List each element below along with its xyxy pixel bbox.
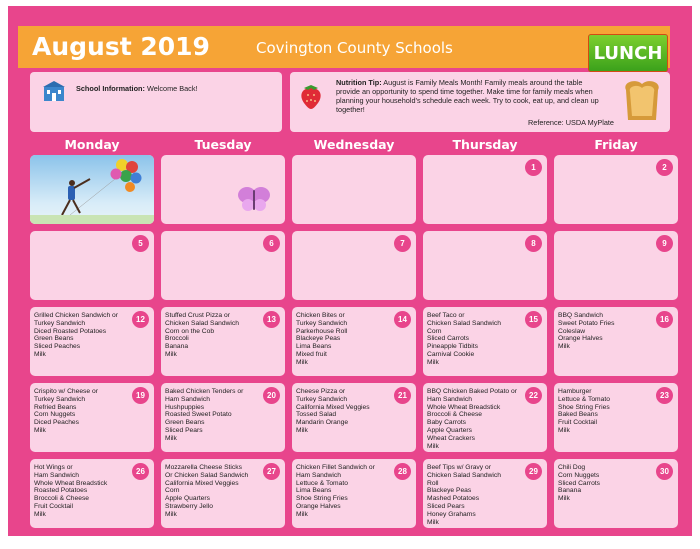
tip-text: August is Family Meals Month! Family meals around the table provide an opportunity to spend time together. Make time for family meals when planning your household’s schedule each week. Try to cook, eat up, and clean up together! — [336, 78, 599, 114]
school-building-icon — [42, 80, 66, 102]
menu-list — [427, 312, 523, 367]
menu-item: Baked Chicken Tenders or — [165, 388, 244, 395]
menu-item: Turkey Sandwich — [296, 319, 348, 327]
menu-item: Tossed Salad — [296, 411, 337, 419]
menu-item: BBQ Chicken Baked Potato or — [427, 388, 517, 395]
menu-item: Beef Taco or — [427, 312, 465, 319]
menu-item: Milk — [427, 518, 439, 526]
menu-item: Milk — [34, 510, 46, 518]
day-cell — [423, 155, 547, 224]
day-number: 27 — [263, 463, 280, 480]
menu-item: Roll — [427, 479, 439, 487]
menu-item: Chili Dog — [558, 464, 586, 471]
day-cell — [30, 231, 154, 300]
menu-item: Roasted Potatoes — [34, 487, 88, 495]
menu-item: Milk — [558, 343, 570, 351]
menu-item: Or Chicken Salad Sandwich — [165, 471, 249, 479]
day-number: 2 — [656, 159, 673, 176]
menu-list — [296, 388, 392, 435]
day-number: 6 — [263, 235, 280, 252]
day-cell — [161, 383, 285, 452]
menu-list — [165, 464, 261, 519]
day-cell — [161, 231, 285, 300]
day-number: 28 — [394, 463, 411, 480]
day-number: 12 — [132, 311, 149, 328]
menu-item: Sweet Potato Fries — [558, 319, 615, 327]
menu-item: Turkey Sandwich — [34, 395, 86, 403]
day-number: 19 — [132, 387, 149, 404]
day-cell — [161, 155, 285, 224]
day-number: 7 — [394, 235, 411, 252]
menu-item: Green Beans — [165, 419, 205, 427]
menu-item: Green Beans — [34, 335, 74, 343]
menu-item: Chicken Fillet Sandwich or — [296, 464, 375, 471]
menu-item: Milk — [34, 350, 46, 358]
day-number: 13 — [263, 311, 280, 328]
menu-item: Hot Wings or — [34, 464, 73, 471]
menu-list — [165, 312, 261, 359]
menu-item: Lima Beans — [296, 343, 332, 351]
school-name: Covington County Schools — [256, 39, 453, 57]
menu-item: Apple Quarters — [427, 426, 472, 434]
menu-item: Broccoli & Cheese — [34, 495, 90, 503]
menu-item: Ham Sandwich — [296, 471, 341, 479]
menu-item: Blackeye Peas — [296, 335, 341, 343]
day-cell — [30, 383, 154, 452]
menu-item: Broccoli — [165, 335, 189, 343]
menu-list — [558, 388, 654, 435]
menu-item: Orange Halves — [558, 335, 603, 343]
menu-list — [558, 312, 654, 351]
menu-item: Shoe String Fries — [296, 495, 348, 503]
menu-item: California Mixed Veggies — [296, 403, 370, 411]
menu-list — [296, 464, 392, 519]
day-header-monday: Monday — [64, 137, 120, 152]
menu-item: Grilled Chicken Sandwich or — [34, 312, 119, 319]
menu-item: Mashed Potatoes — [427, 495, 480, 503]
menu-item: California Mixed Veggies — [165, 479, 239, 487]
menu-item: Wheat Crackers — [427, 434, 475, 442]
header-bar — [18, 26, 670, 68]
menu-item: Mozzarella Cheese Sticks — [165, 464, 242, 471]
menu-item: Milk — [427, 358, 439, 366]
day-cell — [554, 231, 678, 300]
day-cell — [292, 307, 416, 376]
menu-item: Lettuce & Tomato — [296, 479, 348, 487]
menu-item: Sliced Pears — [427, 502, 465, 510]
day-number: 9 — [656, 235, 673, 252]
day-number: 29 — [525, 463, 542, 480]
day-header-wednesday: Wednesday — [313, 137, 395, 152]
menu-item: Blackeye Peas — [427, 487, 472, 495]
balloons-photo — [30, 155, 154, 224]
nutrition-tip-box — [290, 72, 670, 132]
menu-item: Fruit Cocktail — [558, 419, 598, 427]
lunch-badge: LUNCH — [588, 34, 668, 72]
menu-item: Corn on the Cob — [165, 327, 215, 335]
menu-item: Coleslaw — [558, 327, 586, 335]
menu-list — [296, 312, 392, 367]
tip-reference: Reference: USDA MyPlate — [528, 118, 614, 127]
menu-item: Milk — [558, 426, 570, 434]
menu-calendar — [8, 6, 692, 536]
day-cell — [423, 459, 547, 528]
menu-item: Hamburger — [558, 388, 592, 395]
menu-list — [34, 464, 130, 519]
menu-item: Milk — [296, 426, 308, 434]
day-cell — [292, 459, 416, 528]
menu-list — [34, 388, 130, 435]
day-number: 20 — [263, 387, 280, 404]
day-cell — [554, 155, 678, 224]
menu-item: Diced Roasted Potatoes — [34, 327, 107, 335]
menu-item: Baked Beans — [558, 411, 598, 419]
menu-item: Banana — [558, 487, 582, 495]
day-cell — [554, 383, 678, 452]
day-cell — [161, 459, 285, 528]
menu-item: Strawberry Jello — [165, 502, 213, 510]
day-number: 8 — [525, 235, 542, 252]
menu-list — [427, 388, 523, 450]
day-header-tuesday: Tuesday — [194, 137, 252, 152]
menu-item: Corn — [165, 487, 180, 495]
menu-item: Fruit Cocktail — [34, 502, 74, 510]
menu-list — [165, 388, 261, 443]
day-number: 21 — [394, 387, 411, 404]
menu-item: Milk — [165, 510, 177, 518]
day-cell — [292, 231, 416, 300]
day-number: 23 — [656, 387, 673, 404]
menu-item: Honey Grahams — [427, 510, 476, 518]
menu-item: Mandarin Orange — [296, 419, 349, 427]
menu-item: Chicken Salad Sandwich — [427, 319, 501, 327]
day-header-thursday: Thursday — [452, 137, 518, 152]
menu-item: Orange Halves — [296, 502, 341, 510]
menu-item: Corn Nuggets — [558, 471, 600, 479]
menu-item: Milk — [427, 442, 439, 450]
menu-item: Turkey Sandwich — [34, 319, 86, 327]
menu-item: Ham Sandwich — [427, 395, 472, 403]
menu-item: Whole Wheat Breadstick — [34, 479, 108, 487]
menu-item: Carnival Cookie — [427, 350, 475, 358]
tip-label: Nutrition Tip: — [336, 78, 382, 87]
menu-item: Sliced Peaches — [34, 343, 81, 351]
day-header-friday: Friday — [594, 137, 638, 152]
menu-item: Turkey Sandwich — [296, 395, 348, 403]
toast-icon — [620, 78, 664, 124]
day-number: 15 — [525, 311, 542, 328]
menu-item: Refried Beans — [34, 403, 77, 411]
menu-item: Whole Wheat Breadstick — [427, 403, 501, 411]
menu-item: Milk — [165, 434, 177, 442]
day-cell — [30, 307, 154, 376]
day-number: 22 — [525, 387, 542, 404]
menu-item: Baby Carrots — [427, 419, 467, 427]
strawberry-icon — [298, 80, 324, 110]
day-number: 1 — [525, 159, 542, 176]
day-cell — [423, 231, 547, 300]
day-cell — [554, 459, 678, 528]
menu-list — [558, 464, 654, 503]
day-number: 14 — [394, 311, 411, 328]
menu-item: Milk — [296, 358, 308, 366]
day-cell — [292, 383, 416, 452]
menu-item: Sliced Pears — [165, 426, 203, 434]
menu-item: Crispito w/ Cheese or — [34, 388, 98, 395]
menu-item: Chicken Salad Sandwich — [427, 471, 501, 479]
menu-item: Ham Sandwich — [165, 395, 210, 403]
menu-item: Hushpuppies — [165, 403, 205, 411]
menu-item: Lettuce & Tomato — [558, 395, 610, 403]
menu-item: Shoe String Fries — [558, 403, 610, 411]
school-info-label: School Information: — [76, 84, 145, 93]
menu-item: Chicken Salad Sandwich — [165, 319, 239, 327]
menu-item: Corn — [427, 327, 442, 335]
month-title: August 2019 — [32, 32, 210, 61]
day-cell — [292, 155, 416, 224]
day-number: 30 — [656, 463, 673, 480]
school-info-box — [30, 72, 282, 132]
menu-item: Milk — [165, 350, 177, 358]
menu-list — [34, 312, 130, 359]
menu-item: Corn Nuggets — [34, 411, 76, 419]
menu-item: Ham Sandwich — [34, 471, 79, 479]
menu-item: Milk — [558, 495, 570, 503]
menu-item: Mixed fruit — [296, 350, 327, 358]
menu-item: Broccoli & Cheese — [427, 411, 483, 419]
menu-item: Roasted Sweet Potato — [165, 411, 232, 419]
day-number: 5 — [132, 235, 149, 252]
day-cell — [161, 307, 285, 376]
menu-item: Sliced Carrots — [427, 335, 469, 343]
day-number: 16 — [656, 311, 673, 328]
day-cell — [554, 307, 678, 376]
menu-item: BBQ Sandwich — [558, 312, 603, 319]
menu-item: Diced Peaches — [34, 419, 79, 427]
menu-item: Banana — [165, 343, 189, 351]
menu-list — [427, 464, 523, 526]
menu-item: Beef Tips w/ Gravy or — [427, 464, 491, 471]
butterfly-icon — [237, 185, 271, 218]
menu-item: Apple Quarters — [165, 495, 210, 503]
menu-item: Milk — [34, 426, 46, 434]
day-cell — [30, 155, 154, 224]
menu-item: Lima Beans — [296, 487, 332, 495]
day-cell — [423, 307, 547, 376]
day-number: 26 — [132, 463, 149, 480]
menu-item: Parkerhouse Roll — [296, 327, 348, 335]
menu-item: Stuffed Crust Pizza or — [165, 312, 230, 319]
day-cell — [30, 459, 154, 528]
school-info-text: Welcome Back! — [146, 84, 198, 93]
menu-item: Pineapple Tidbits — [427, 343, 478, 351]
menu-item: Chicken Bites or — [296, 312, 345, 319]
menu-item: Cheese Pizza or — [296, 388, 346, 395]
day-cell — [423, 383, 547, 452]
menu-item: Sliced Carrots — [558, 479, 600, 487]
menu-item: Milk — [296, 510, 308, 518]
